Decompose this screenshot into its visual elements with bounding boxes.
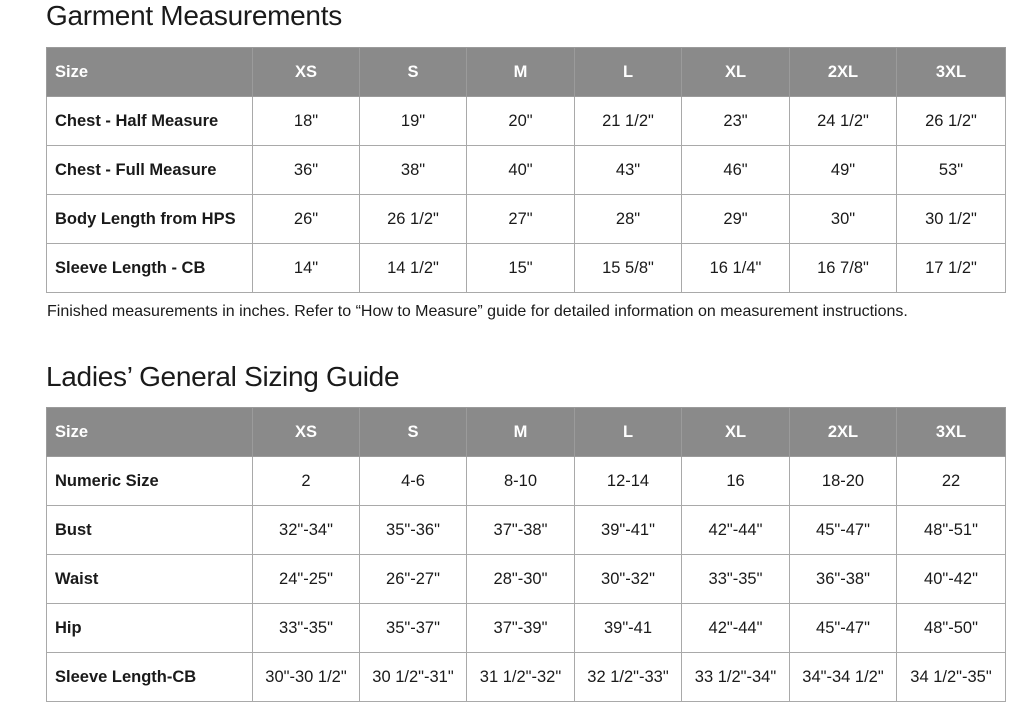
table-cell: 15 5/8" bbox=[575, 244, 682, 293]
table-cell: 30"-32" bbox=[575, 555, 682, 604]
table-header-row bbox=[47, 408, 1006, 457]
table-cell: 23" bbox=[682, 97, 790, 146]
table-cell: 26" bbox=[253, 195, 360, 244]
table-cell: 14 1/2" bbox=[360, 244, 467, 293]
column-header: S bbox=[360, 48, 467, 97]
table-cell: 18-20 bbox=[790, 457, 897, 506]
table-cell: 19" bbox=[360, 97, 467, 146]
table-cell: 27" bbox=[467, 195, 575, 244]
table-cell: 26 1/2" bbox=[897, 97, 1006, 146]
row-label: Hip bbox=[47, 604, 253, 653]
table-cell: 2 bbox=[253, 457, 360, 506]
table-cell: 42"-44" bbox=[682, 604, 790, 653]
table-cell: 20" bbox=[467, 97, 575, 146]
table-cell: 24"-25" bbox=[253, 555, 360, 604]
garment-measurements-title: Garment Measurements bbox=[46, 0, 342, 31]
table-row bbox=[47, 146, 1006, 195]
table-cell: 36"-38" bbox=[790, 555, 897, 604]
row-label: Chest - Full Measure bbox=[47, 146, 253, 195]
table-cell: 30 1/2"-31" bbox=[360, 653, 467, 702]
table-cell: 16 7/8" bbox=[790, 244, 897, 293]
table-cell: 43" bbox=[575, 146, 682, 195]
row-label: Sleeve Length - CB bbox=[47, 244, 253, 293]
table-row bbox=[47, 555, 1006, 604]
table-cell: 30" bbox=[790, 195, 897, 244]
table-cell: 37"-39" bbox=[467, 604, 575, 653]
table-cell: 16 bbox=[682, 457, 790, 506]
table-row bbox=[47, 457, 1006, 506]
table-cell: 53" bbox=[897, 146, 1006, 195]
table-cell: 48"-51" bbox=[897, 506, 1006, 555]
table-cell: 22 bbox=[897, 457, 1006, 506]
table-cell: 48"-50" bbox=[897, 604, 1006, 653]
ladies-sizing-table bbox=[46, 407, 1006, 702]
column-header: 3XL bbox=[897, 408, 1006, 457]
table-header-row bbox=[47, 48, 1006, 97]
table-cell: 28" bbox=[575, 195, 682, 244]
column-header: XL bbox=[682, 408, 790, 457]
table-cell: 4-6 bbox=[360, 457, 467, 506]
column-header: XS bbox=[253, 48, 360, 97]
table-cell: 37"-38" bbox=[467, 506, 575, 555]
table-row bbox=[47, 97, 1006, 146]
column-header: 2XL bbox=[790, 48, 897, 97]
table-cell: 8-10 bbox=[467, 457, 575, 506]
table-row bbox=[47, 244, 1006, 293]
table-cell: 32"-34" bbox=[253, 506, 360, 555]
table-cell: 32 1/2"-33" bbox=[575, 653, 682, 702]
column-header: 2XL bbox=[790, 408, 897, 457]
row-label: Body Length from HPS bbox=[47, 195, 253, 244]
table-cell: 45"-47" bbox=[790, 604, 897, 653]
table-cell: 12-14 bbox=[575, 457, 682, 506]
table-cell: 39"-41" bbox=[575, 506, 682, 555]
table-cell: 35"-37" bbox=[360, 604, 467, 653]
table-cell: 33 1/2"-34" bbox=[682, 653, 790, 702]
table-cell: 30 1/2" bbox=[897, 195, 1006, 244]
table-cell: 17 1/2" bbox=[897, 244, 1006, 293]
table-cell: 38" bbox=[360, 146, 467, 195]
row-label: Sleeve Length-CB bbox=[47, 653, 253, 702]
table-cell: 29" bbox=[682, 195, 790, 244]
table-cell: 16 1/4" bbox=[682, 244, 790, 293]
table-cell: 31 1/2"-32" bbox=[467, 653, 575, 702]
row-label: Bust bbox=[47, 506, 253, 555]
column-header: M bbox=[467, 408, 575, 457]
table-cell: 18" bbox=[253, 97, 360, 146]
table-cell: 21 1/2" bbox=[575, 97, 682, 146]
row-label: Chest - Half Measure bbox=[47, 97, 253, 146]
table-cell: 15" bbox=[467, 244, 575, 293]
column-header: 3XL bbox=[897, 48, 1006, 97]
table-row bbox=[47, 506, 1006, 555]
column-header: Size bbox=[47, 48, 253, 97]
column-header: Size bbox=[47, 408, 253, 457]
column-header: L bbox=[575, 48, 682, 97]
table-cell: 14" bbox=[253, 244, 360, 293]
row-label: Numeric Size bbox=[47, 457, 253, 506]
measurement-note: Finished measurements in inches. Refer to “How to Measure” guide for detailed information on measurement instructions. bbox=[47, 303, 908, 320]
ladies-sizing-guide-title: Ladies’ General Sizing Guide bbox=[46, 361, 400, 392]
row-label: Waist bbox=[47, 555, 253, 604]
table-cell: 40"-42" bbox=[897, 555, 1006, 604]
table-cell: 33"-35" bbox=[253, 604, 360, 653]
column-header: S bbox=[360, 408, 467, 457]
table-cell: 26 1/2" bbox=[360, 195, 467, 244]
table-row bbox=[47, 653, 1006, 702]
table-cell: 40" bbox=[467, 146, 575, 195]
table-cell: 36" bbox=[253, 146, 360, 195]
table-cell: 34"-34 1/2" bbox=[790, 653, 897, 702]
column-header: L bbox=[575, 408, 682, 457]
table-cell: 34 1/2"-35" bbox=[897, 653, 1006, 702]
garment-measurements-table bbox=[46, 47, 1006, 293]
table-row bbox=[47, 195, 1006, 244]
column-header: M bbox=[467, 48, 575, 97]
table-cell: 24 1/2" bbox=[790, 97, 897, 146]
table-cell: 35"-36" bbox=[360, 506, 467, 555]
table-cell: 33"-35" bbox=[682, 555, 790, 604]
column-header: XS bbox=[253, 408, 360, 457]
table-cell: 30"-30 1/2" bbox=[253, 653, 360, 702]
table-cell: 28"-30" bbox=[467, 555, 575, 604]
table-row bbox=[47, 604, 1006, 653]
table-cell: 42"-44" bbox=[682, 506, 790, 555]
table-cell: 39"-41 bbox=[575, 604, 682, 653]
column-header: XL bbox=[682, 48, 790, 97]
table-cell: 26"-27" bbox=[360, 555, 467, 604]
table-cell: 49" bbox=[790, 146, 897, 195]
table-cell: 45"-47" bbox=[790, 506, 897, 555]
table-cell: 46" bbox=[682, 146, 790, 195]
